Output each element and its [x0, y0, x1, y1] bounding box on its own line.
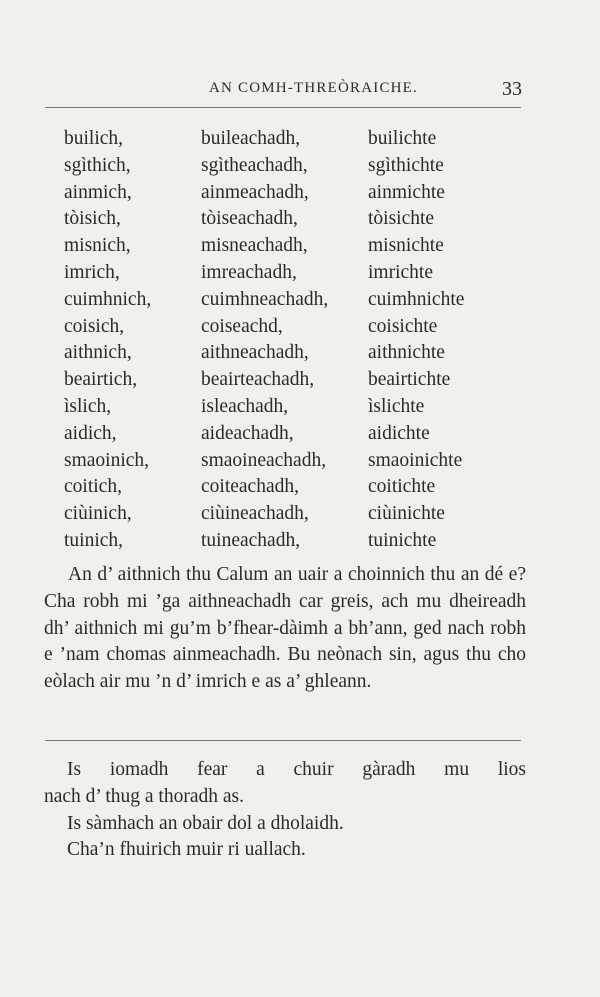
verbal-noun: tòiseachadh,: [201, 208, 298, 230]
table-row: [64, 314, 524, 341]
past-participle: coitichte: [368, 476, 436, 498]
verbal-noun: imreachadh,: [201, 261, 297, 283]
verbal-noun: isleachadh,: [201, 395, 289, 417]
verb-form: tuinich,: [64, 529, 124, 551]
past-participle: sgìthichte: [368, 154, 444, 176]
table-row: [64, 153, 524, 180]
verb-form: aithnich,: [64, 342, 132, 364]
verb-table: [64, 126, 524, 555]
past-participle: ainmichte: [368, 181, 445, 203]
proverb-line: nach d’ thug a thoradh as.: [44, 785, 244, 807]
table-row: [64, 367, 524, 394]
verbal-noun: smaoineachadh,: [201, 449, 327, 471]
verbal-noun: tuineachadh,: [201, 529, 301, 551]
past-participle: coisichte: [368, 315, 438, 337]
verb-form: cuimhnich,: [64, 288, 152, 310]
header-title: AN COMH-THREÒRAICHE.: [209, 80, 418, 96]
verb-form: coitich,: [64, 476, 122, 498]
verbal-noun: beairteachadh,: [201, 369, 315, 391]
table-row: [64, 528, 524, 555]
verb-form: coisich,: [64, 315, 125, 337]
paragraph: [44, 562, 526, 696]
table-row: [64, 501, 524, 528]
proverb-line: Is sàmhach an obair dol a dholaidh.: [67, 812, 344, 834]
table-row: [64, 421, 524, 448]
table-row: [64, 126, 524, 153]
past-participle: aidichte: [368, 422, 430, 444]
section-rule: [45, 740, 521, 741]
verbal-noun: cuimhneachadh,: [201, 288, 329, 310]
table-row: [64, 474, 524, 501]
past-participle: beairtichte: [368, 369, 451, 391]
table-row: [64, 448, 524, 475]
verb-form: ìslich,: [64, 395, 112, 417]
verb-form: tòisich,: [64, 208, 121, 230]
past-participle: aithnichte: [368, 342, 445, 364]
verbal-noun: coiteachadh,: [201, 476, 299, 498]
past-participle: tòisichte: [368, 208, 435, 230]
past-participle: ciùinichte: [368, 503, 445, 525]
verb-form: misnich,: [64, 235, 131, 257]
verbal-noun: ciùineachadh,: [201, 503, 309, 525]
proverb-line: Cha’n fhuirich muir ri uallach.: [67, 839, 306, 861]
verbal-noun: misneachadh,: [201, 235, 308, 257]
verb-form: ainmich,: [64, 181, 132, 203]
verbal-noun: aideachadh,: [201, 422, 294, 444]
table-row: [64, 180, 524, 207]
past-participle: imrichte: [368, 261, 433, 283]
past-participle: builichte: [368, 128, 437, 149]
table-row: [64, 233, 524, 260]
page-number: 33: [502, 78, 522, 100]
verb-form: builich,: [64, 128, 124, 149]
table-row: [64, 340, 524, 367]
verb-form: sgìthich,: [64, 154, 131, 176]
proverb-line: Is iomadh fear a chuir gàradh mu lios: [67, 759, 526, 780]
running-header: [45, 78, 522, 102]
past-participle: tuinichte: [368, 529, 437, 551]
verb-form: imrich,: [64, 261, 120, 283]
past-participle: cuimhnichte: [368, 288, 465, 310]
verb-form: ciùinich,: [64, 503, 132, 525]
verbal-noun: aithneachadh,: [201, 342, 309, 364]
table-row: [64, 394, 524, 421]
verbal-noun: ainmeachadh,: [201, 181, 309, 203]
table-row: [64, 206, 524, 233]
table-row: [64, 260, 524, 287]
verbal-noun: coiseachd,: [201, 315, 283, 337]
table-row: [64, 287, 524, 314]
verbal-noun: buileachadh,: [201, 128, 301, 149]
header-rule: [45, 107, 521, 108]
verbal-noun: sgìtheachadh,: [201, 154, 308, 176]
past-participle: misnichte: [368, 235, 444, 257]
proverbs: [44, 757, 526, 864]
verb-form: aidich,: [64, 422, 117, 444]
past-participle: ìslichte: [368, 395, 425, 417]
paragraph-text: An d’ aithnich thu Calum an uair a choinnich thu an dé e? Cha robh mi ’ga aithneachadh car greis, ach mu dheireadh dh’ aithnich mi gu’m b’fhear-dàimh a bh’ann, ged nach robh e ’nam chomas ainmeachadh. Bu neònach sin, agus thu cho eòlach air mu ’n d’ imrich e as a’ ghleann.: [44, 564, 526, 693]
verb-form: smaoinich,: [64, 449, 150, 471]
verb-form: beairtich,: [64, 369, 138, 391]
past-participle: smaoinichte: [368, 449, 463, 471]
